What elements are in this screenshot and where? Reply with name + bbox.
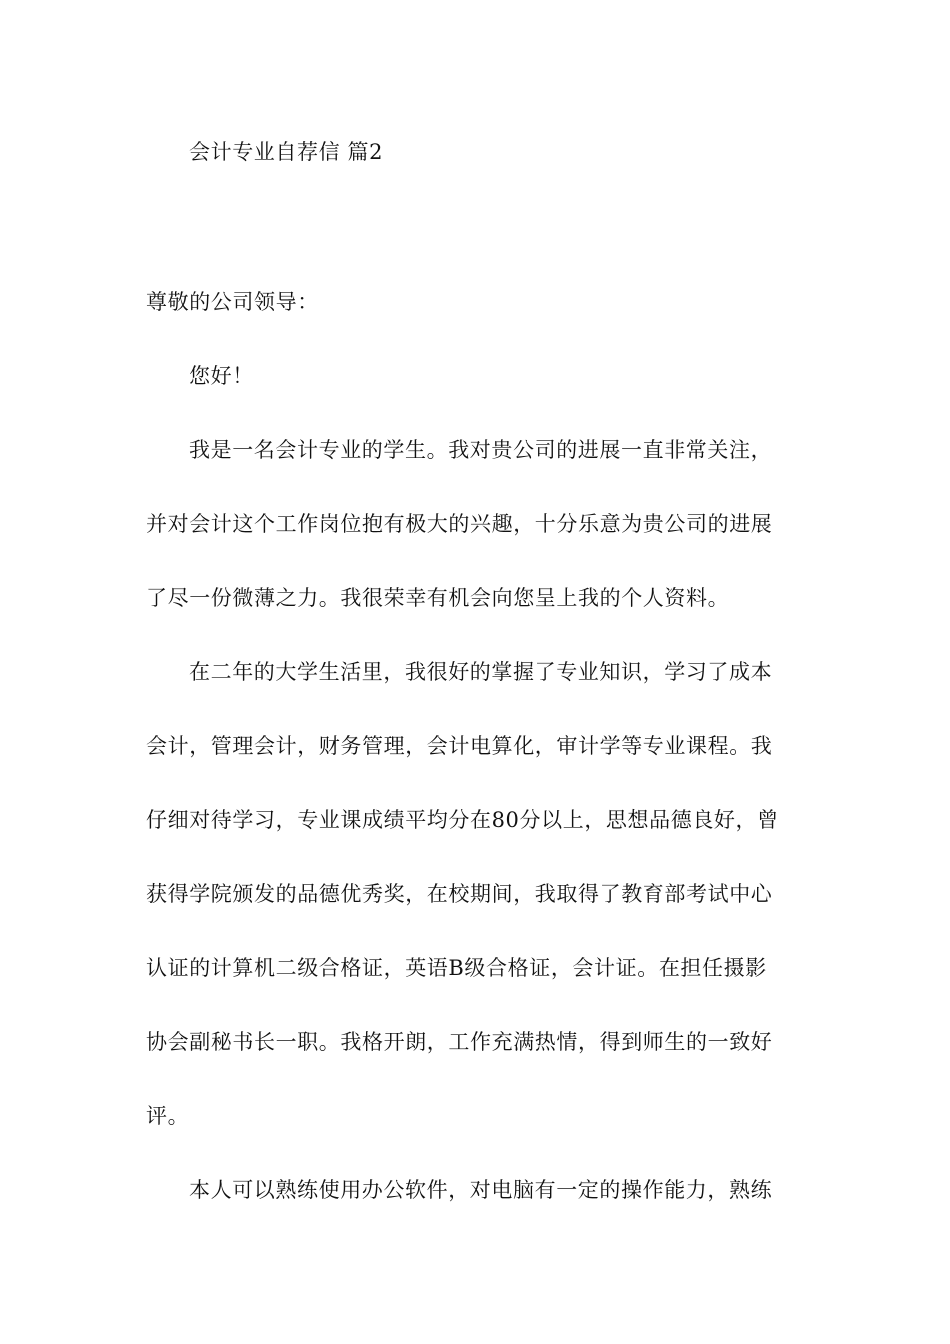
paragraph-line: 获得学院颁发的品德优秀奖，在校期间，我取得了教育部考试中心 xyxy=(146,882,773,906)
paragraph-line: 仔细对待学习，专业课成绩平均分在80分以上，思想品德良好，曾 xyxy=(146,808,779,832)
paragraph-line: 认证的计算机二级合格证，英语B级合格证，会计证。在担任摄影 xyxy=(146,956,767,980)
paragraph-line: 协会副秘书长一职。我格开朗，工作充满热情，得到师生的一致好 xyxy=(146,1030,773,1054)
paragraph-line: 并对会计这个工作岗位抱有极大的兴趣，十分乐意为贵公司的进展 xyxy=(146,512,773,536)
salutation: 尊敬的公司领导： xyxy=(146,290,319,314)
paragraph-line: 评。 xyxy=(146,1104,190,1128)
paragraph-line: 本人可以熟练使用办公软件，对电脑有一定的操作能力，熟练 xyxy=(189,1178,773,1202)
greeting: 您好！ xyxy=(189,364,254,388)
paragraph-line: 我是一名会计专业的学生。我对贵公司的进展一直非常关注， xyxy=(189,438,773,462)
paragraph-line: 会计，管理会计，财务管理，会计电算化，审计学等专业课程。我 xyxy=(146,734,773,758)
document-heading: 会计专业自荐信 篇2 xyxy=(189,140,384,164)
paragraph-line: 在二年的大学生活里，我很好的掌握了专业知识，学习了成本 xyxy=(189,660,773,684)
paragraph-line: 了尽一份微薄之力。我很荣幸有机会向您呈上我的个人资料。 xyxy=(146,586,730,610)
